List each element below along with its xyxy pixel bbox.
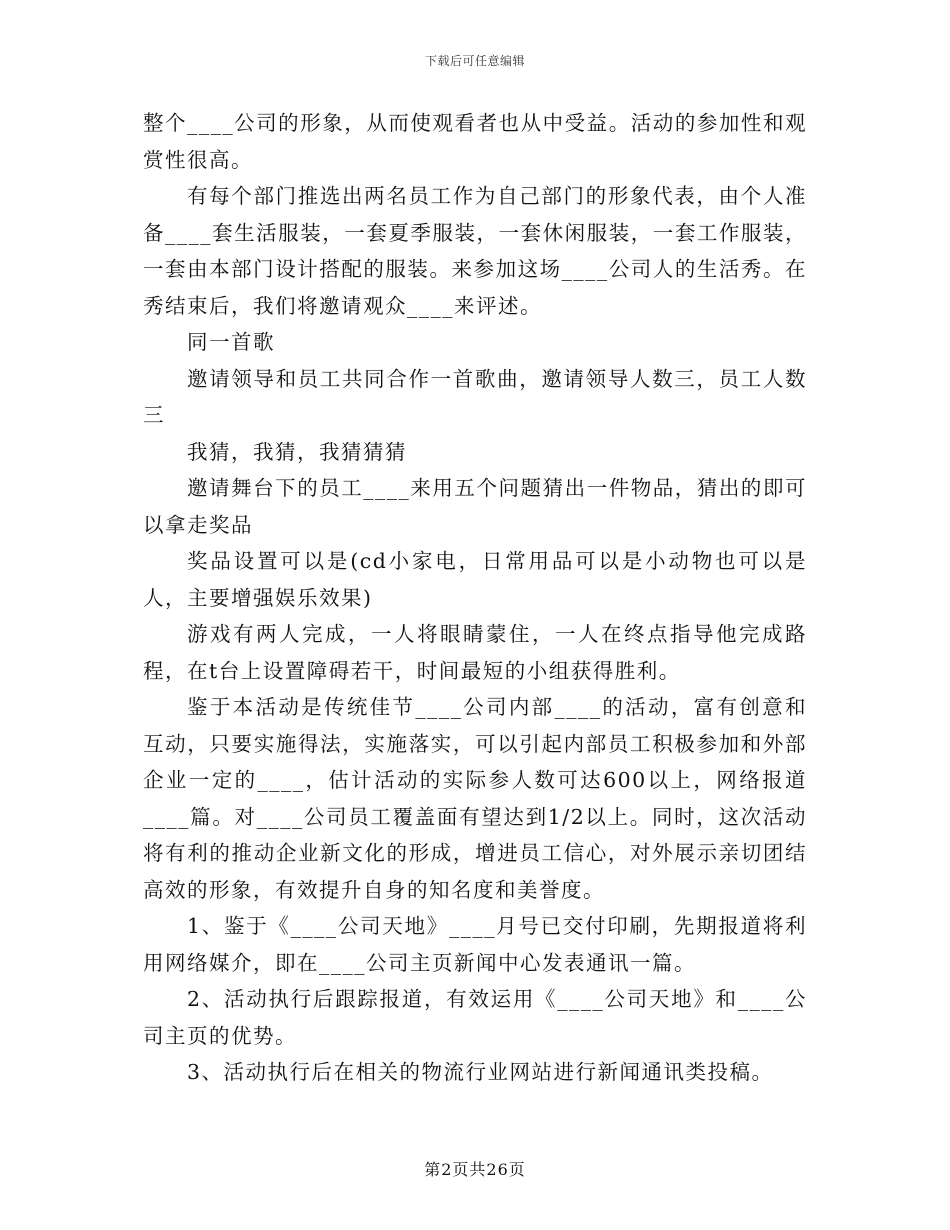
- paragraph-6: 邀请舞台下的员工____来用五个问题猜出一件物品，猜出的即可以拿走奖品: [143, 476, 807, 537]
- paragraph-2: 有每个部门推选出两名员工作为自己部门的形象代表，由个人准备____套生活服装，一套夏季服装，一套休闲服装，一套工作服装，一套由本部门设计搭配的服装。来参加这场____公司人的生活秀。在秀结束后，我们将邀请观众____来评述。: [143, 184, 807, 318]
- paragraph-1: 整个____公司的形象，从而使观看者也从中受益。活动的参加性和观赏性很高。: [143, 111, 807, 172]
- page-number-footer: 第2页共26页: [424, 1160, 526, 1179]
- paragraph-3: 同一首歌: [187, 330, 275, 354]
- paragraph-11: 2、活动执行后跟踪报道，有效运用《____公司天地》和____公司主页的优势。: [143, 987, 807, 1048]
- paragraph-7: 奖品设置可以是(cd小家电，日常用品可以是小动物也可以是人，主要增强娱乐效果): [143, 549, 807, 610]
- page-header-note: 下载后可任意编辑: [424, 54, 525, 68]
- paragraph-9: 鉴于本活动是传统佳节____公司内部____的活动，富有创意和互动，只要实施得法，实施落实，可以引起内部员工积极参加和外部企业一定的____，估计活动的实际参人数可达600以上，网络报道____篇。对____公司员工覆盖面有望达到1/2以上。同时，这次活动将有利的推动企业新文化的形成，增进员工信心，对外展示亲切团结高效的形象，有效提升自身的知名度和美誉度。: [143, 695, 807, 902]
- paragraph-8: 游戏有两人完成，一人将眼睛蒙住，一人在终点指导他完成路程，在t台上设置障碍若干，时间最短的小组获得胜利。: [143, 622, 807, 683]
- paragraph-12: 3、活动执行后在相关的物流行业网站进行新闻通讯类投稿。: [187, 1060, 774, 1084]
- paragraph-5: 我猜，我猜，我猜猜猜: [187, 439, 407, 464]
- document-body: [143, 105, 807, 1091]
- paragraph-4: 邀请领导和员工共同合作一首歌曲，邀请领导人数三，员工人数三: [143, 366, 807, 427]
- paragraph-10: 1、鉴于《____公司天地》____月号已交付印刷，先期报道将利用网络媒介，即在____公司主页新闻中心发表通讯一篇。: [143, 914, 807, 975]
